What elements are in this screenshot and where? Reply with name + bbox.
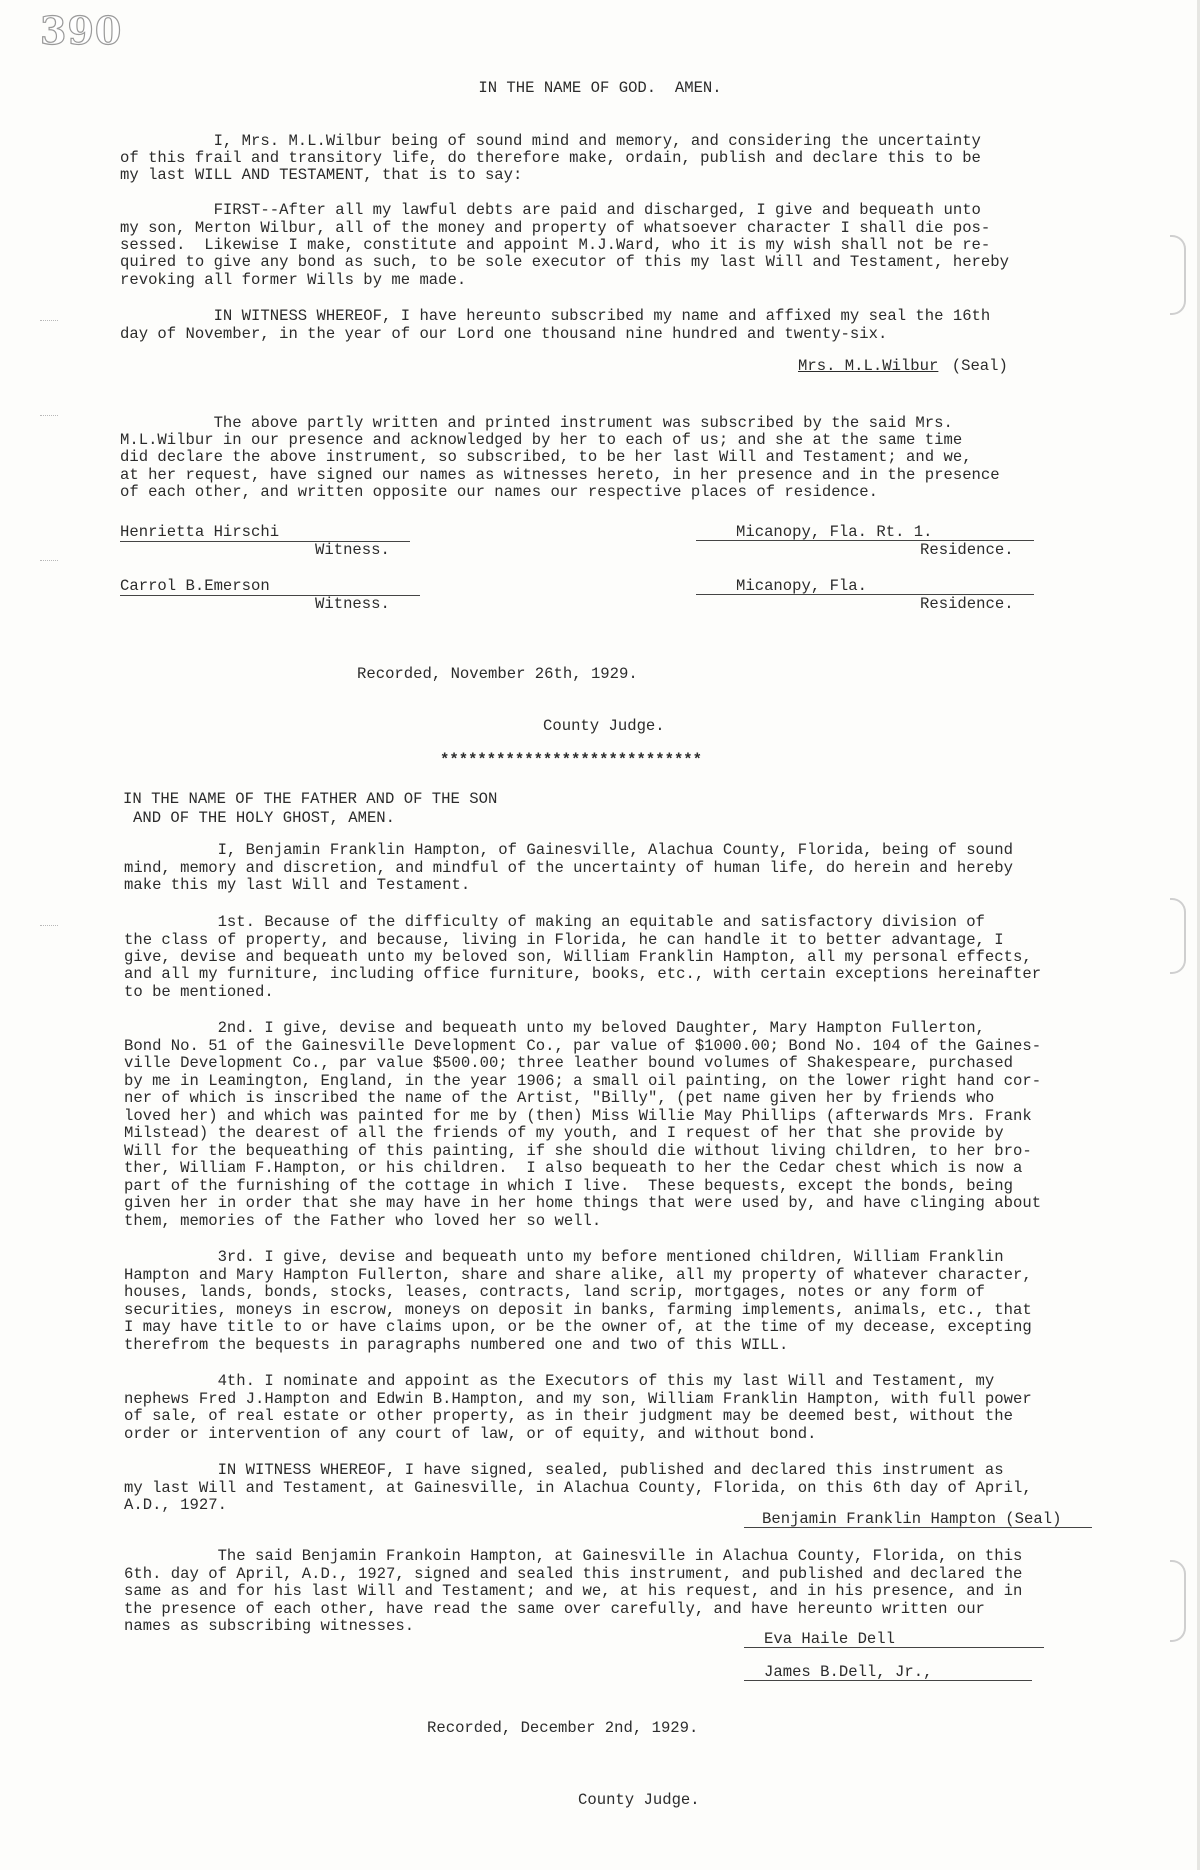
residence2-label: Residence. bbox=[920, 595, 1014, 613]
text-line: I may have title to or have claims upon, or be the owner of, at the time of my decease, excepting bbox=[124, 1318, 1032, 1336]
text-line: give, devise and bequeath unto my beloved son, William Franklin Hampton, all my personal effects, bbox=[124, 948, 1032, 966]
text-line: mind, memory and discretion, and mindful of the uncertainty of human life, do herein and hereby bbox=[124, 859, 1013, 877]
text-line: Bond No. 51 of the Gainesville Development Co., par value of $1000.00; Bond No. 104 of the Gaines- bbox=[124, 1037, 1042, 1055]
margin-bracket-1 bbox=[1170, 235, 1186, 315]
will2-heading-line1: IN THE NAME OF THE FATHER AND OF THE SON bbox=[123, 790, 498, 808]
text-line: Will for the bequeathing of this painting, if she should die without living children, to her bro- bbox=[124, 1142, 1032, 1160]
will1-county-judge: County Judge. bbox=[543, 717, 665, 735]
text-line: ther, William F.Hampton, or his children. I also bequeath to her the Cedar chest which is now a bbox=[124, 1159, 1023, 1177]
text-line: sessed. Likewise I make, constitute and appoint M.J.Ward, who it is my wish shall not be re- bbox=[120, 236, 991, 254]
text-line: The said Benjamin Frankoin Hampton, at Gainesville in Alachua County, Florida, on this bbox=[124, 1547, 1023, 1565]
text-line: them, memories of the Father who loved her so well. bbox=[124, 1212, 602, 1230]
text-line: given her in order that she may have in her home things that were used by, and have clinging about bbox=[124, 1194, 1042, 1212]
margin-speck bbox=[40, 415, 58, 417]
text-line: to be mentioned. bbox=[124, 983, 274, 1001]
text-line: my last Will and Testament, at Gainesville, in Alachua County, Florida, on this 6th day of April, bbox=[124, 1479, 1032, 1497]
text-line: the presence of each other, have read the same over carefully, and have hereunto written our bbox=[124, 1600, 985, 1618]
margin-speck bbox=[40, 925, 58, 927]
text-line: my son, Merton Wilbur, all of the money and property of whatsoever character I shall die pos- bbox=[120, 219, 991, 237]
text-line: same as and for his last Will and Testament; and we, at his request, and in his presence, and in bbox=[124, 1582, 1023, 1600]
will1-signature-line bbox=[768, 358, 1008, 375]
margin-speck bbox=[40, 320, 58, 322]
testator-signature: Mrs. M.L.Wilbur bbox=[798, 357, 939, 375]
text-line: securities, moneys in escrow, moneys on deposit in banks, farming implements, animals, etc., that bbox=[124, 1301, 1032, 1319]
text-line: 4th. I nominate and appoint as the Executors of this my last Will and Testament, my bbox=[124, 1372, 995, 1390]
text-line: and all my furniture, including office furniture, books, etc., with certain exceptions hereinafter bbox=[124, 965, 1042, 983]
text-line: IN WITNESS WHEREOF, I have signed, sealed, published and declared this instrument as bbox=[124, 1461, 1004, 1479]
text-line: FIRST--After all my lawful debts are paid and discharged, I give and bequeath unto bbox=[120, 201, 981, 219]
text-line: ville Development Co., par value $500.00; three leather bound volumes of Shakespeare, purchased bbox=[124, 1054, 1013, 1072]
will2-county-judge: County Judge. bbox=[578, 1791, 700, 1809]
text-line: of this frail and transitory life, do therefore make, ordain, publish and declare this to be bbox=[120, 149, 981, 167]
text-line: revoking all former Wills by me made. bbox=[120, 271, 467, 289]
text-line: I, Mrs. M.L.Wilbur being of sound mind and memory, and considering the uncertainty bbox=[120, 132, 981, 150]
witness2-residence: Micanopy, Fla. bbox=[696, 578, 1034, 595]
will2-witness1: Eva Haile Dell bbox=[744, 1631, 1044, 1648]
text-line: day of November, in the year of our Lord one thousand nine hundred and twenty-six. bbox=[120, 325, 888, 343]
text-line: my last WILL AND TESTAMENT, that is to say: bbox=[120, 166, 523, 184]
witness1-residence: Micanopy, Fla. Rt. 1. bbox=[696, 524, 1034, 541]
text-line: Milstead) the dearest of all the friends of my youth, and I request of her that she provide by bbox=[124, 1124, 1004, 1142]
text-line: loved her) and which was painted for me by (then) Miss Willie May Phillips (afterwards Mrs. Frank bbox=[124, 1107, 1032, 1125]
witness2-name: Carrol B.Emerson bbox=[120, 578, 420, 596]
text-line: of each other, and written opposite our names our respective places of residence. bbox=[120, 483, 878, 501]
text-line: quired to give any bond as such, to be sole executor of this my last Will and Testament, hereby bbox=[120, 253, 1009, 271]
text-line: 6th. day of April, A.D., 1927, signed and sealed this instrument, and published and declared the bbox=[124, 1565, 1023, 1583]
testator2-signature: Benjamin Franklin Hampton (Seal) bbox=[744, 1511, 1092, 1528]
text-line: nephews Fred J.Hampton and Edwin B.Hampton, and my son, William Franklin Hampton, with full power bbox=[124, 1390, 1032, 1408]
will2-witness2: James B.Dell, Jr., bbox=[744, 1664, 1032, 1681]
witness1-label: Witness. bbox=[315, 541, 390, 559]
text-line: make this my last Will and Testament. bbox=[124, 876, 471, 894]
margin-speck bbox=[40, 560, 58, 562]
text-line: at her request, have signed our names as witnesses hereto, in her presence and in the presence bbox=[120, 466, 1000, 484]
text-line: 3rd. I give, devise and bequeath unto my before mentioned children, William Franklin bbox=[124, 1248, 1004, 1266]
text-line: M.L.Wilbur in our presence and acknowledged by her to each of us; and she at the same time bbox=[120, 431, 963, 449]
page-number: 390 bbox=[40, 8, 123, 53]
text-line: The above partly written and printed instrument was subscribed by the said Mrs. bbox=[120, 414, 953, 432]
will1-recorded: Recorded, November 26th, 1929. bbox=[357, 665, 638, 683]
text-line: part of the furnishing of the cottage in which I live. These bequests, except the bonds, being bbox=[124, 1177, 1013, 1195]
will1-heading: IN THE NAME OF GOD. AMEN. bbox=[478, 79, 722, 97]
section-separator: **************************** bbox=[440, 751, 703, 769]
margin-bracket-2 bbox=[1170, 898, 1186, 974]
text-line: by me in Leamington, England, in the year 1906; a small oil painting, on the lower right hand cor- bbox=[124, 1072, 1042, 1090]
text-line: of sale, of real estate or other property, as in their judgment may be deemed best, without the bbox=[124, 1407, 1013, 1425]
text-line: therefrom the bequests in paragraphs numbered one and two of this WILL. bbox=[124, 1336, 789, 1354]
text-line: names as subscribing witnesses. bbox=[124, 1617, 415, 1635]
text-line: order or intervention of any court of law, or of equity, and without bond. bbox=[124, 1425, 817, 1443]
text-line: houses, lands, bonds, stocks, leases, contracts, land scrip, mortgages, notes or any form of bbox=[124, 1283, 985, 1301]
text-line: 1st. Because of the difficulty of making an equitable and satisfactory division of bbox=[124, 913, 985, 931]
witness2-label: Witness. bbox=[315, 595, 390, 613]
witness1-name: Henrietta Hirschi bbox=[120, 524, 410, 542]
text-line: 2nd. I give, devise and bequeath unto my beloved Daughter, Mary Hampton Fullerton, bbox=[124, 1019, 985, 1037]
text-line: A.D., 1927. bbox=[124, 1496, 227, 1514]
text-line: IN WITNESS WHEREOF, I have hereunto subscribed my name and affixed my seal the 16th bbox=[120, 307, 991, 325]
text-line: ner of which is inscribed the name of the Artist, "Billy", (pet name given her by friends who bbox=[124, 1089, 995, 1107]
text-line: the class of property, and because, living in Florida, he can handle it to better advantage, I bbox=[124, 931, 1004, 949]
text-line: Hampton and Mary Hampton Fullerton, share and share alike, all my property of whatever character, bbox=[124, 1266, 1032, 1284]
will2-recorded: Recorded, December 2nd, 1929. bbox=[427, 1719, 699, 1737]
will2-heading-line2: AND OF THE HOLY GHOST, AMEN. bbox=[133, 809, 396, 827]
text-line: did declare the above instrument, so subscribed, to be her last Will and Testament; and we, bbox=[120, 448, 972, 466]
residence1-label: Residence. bbox=[920, 541, 1014, 559]
margin-bracket-3 bbox=[1170, 1560, 1186, 1642]
seal-label: (Seal) bbox=[951, 357, 1008, 375]
text-line: I, Benjamin Franklin Hampton, of Gainesville, Alachua County, Florida, being of sound bbox=[124, 841, 1013, 859]
